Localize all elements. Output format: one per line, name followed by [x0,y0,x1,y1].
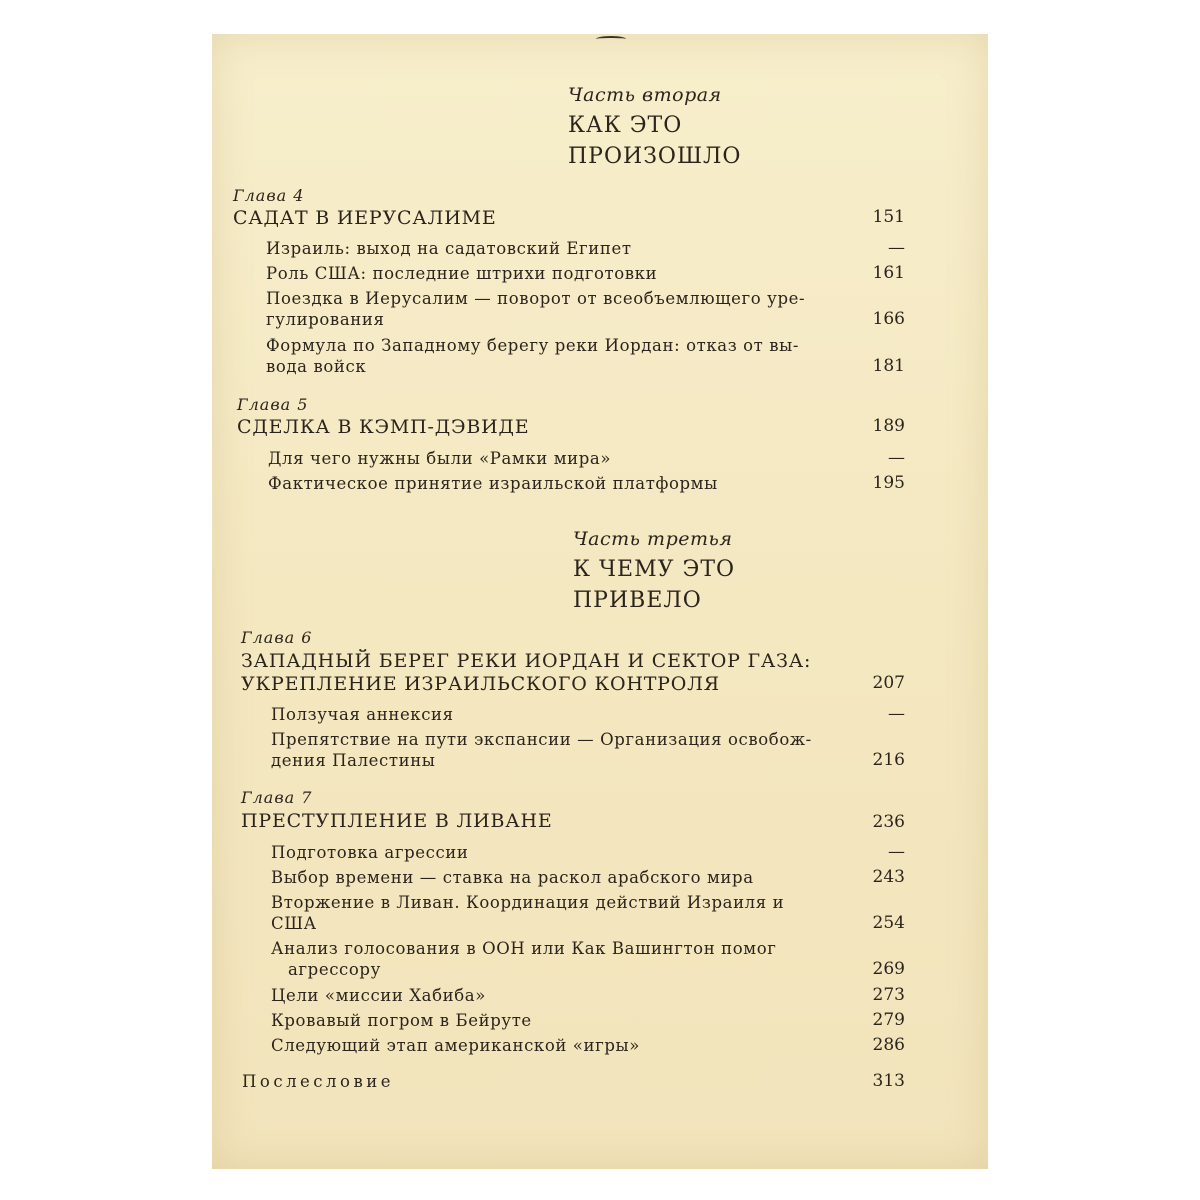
part-two-label: Часть вторая [568,84,722,106]
toc-entry: Цели «миссии Хабиба» [271,986,486,1005]
chapter-6-title-line1: ЗАПАДНЫЙ БЕРЕГ РЕКИ ИОРДАН И СЕКТОР ГАЗА: [241,650,812,672]
toc-entry: Вторжение в Ливан. Координация действий Израиля и [271,893,785,912]
toc-entry: Формула по Западному берегу реки Иордан: отказ от вы- [266,336,800,355]
toc-entry-page: 273 [872,985,905,1005]
toc-entry-continuation: дения Палестины [271,751,436,770]
chapter-6-title-line2: УКРЕПЛЕНИЕ ИЗРАИЛЬСКОГО КОНТРОЛЯ [241,673,720,695]
toc-entry-page: 195 [872,473,905,493]
chapter-6-label: Глава 6 [241,628,313,647]
toc-entry-page: 279 [872,1010,905,1030]
toc-entry-continuation: агрессору [288,960,381,979]
toc-entry: Следующий этап американской «игры» [271,1036,640,1055]
toc-entry: Фактическое принятие израильской платформы [268,474,718,493]
toc-entry-page: — [888,238,905,258]
chapter-6-page: 207 [872,673,905,693]
toc-entry: Израиль: выход на садатовский Египет [266,239,632,258]
toc-entry-continuation: вода войск [266,357,367,376]
part-three-title-line1: К ЧЕМУ ЭТО [573,557,736,582]
toc-entry-continuation: США [271,914,317,933]
toc-entry-page: — [888,448,905,468]
toc-entry: Для чего нужны были «Рамки мира» [268,449,612,468]
chapter-7-label: Глава 7 [241,788,313,807]
page-top-mark [596,36,626,42]
toc-entry: Роль США: последние штрихи подготовки [266,264,658,283]
part-three-label: Часть третья [573,528,733,550]
toc-entry-page: 243 [872,867,905,887]
toc-entry-page: 269 [872,959,905,979]
part-three-title-line2: ПРИВЕЛО [573,588,702,613]
toc-entry-page: 181 [872,356,905,376]
toc-entry: Поездка в Иерусалим — поворот от всеобъемлющего уре- [266,289,806,308]
chapter-7-title: ПРЕСТУПЛЕНИЕ В ЛИВАНЕ [241,810,553,832]
chapter-7-page: 236 [872,812,905,832]
toc-entry-page: — [888,704,905,724]
afterword-page: 313 [872,1071,905,1091]
chapter-5-page: 189 [872,416,905,436]
chapter-4-page: 151 [872,207,905,227]
chapter-5-title: СДЕЛКА В КЭМП-ДЭВИДЕ [237,416,530,438]
toc-entry-page: 254 [872,913,905,933]
chapter-4-title: САДАТ В ИЕРУСАЛИМЕ [233,207,497,229]
toc-entry-page: — [888,842,905,862]
chapter-4-label: Глава 4 [233,186,305,205]
afterword-label: Послесловие [242,1072,395,1091]
toc-entry-page: 216 [872,750,905,770]
toc-entry: Препятствие на пути экспансии — Организация освобож- [271,730,812,749]
toc-entry-continuation: гулирования [266,310,385,329]
toc-entry: Выбор времени — ставка на раскол арабского мира [271,868,754,887]
toc-entry: Подготовка агрессии [271,843,469,862]
toc-entry: Кровавый погром в Бейруте [271,1011,532,1030]
part-two-title-line2: ПРОИЗОШЛО [568,144,742,169]
part-two-title-line1: КАК ЭТО [568,113,683,138]
toc-entry-page: 286 [872,1035,905,1055]
toc-entry: Анализ голосования в ООН или Как Вашингтон помог [271,939,777,958]
toc-entry-page: 166 [872,309,905,329]
chapter-5-label: Глава 5 [237,395,309,414]
toc-entry: Ползучая аннексия [271,705,454,724]
toc-entry-page: 161 [872,263,905,283]
